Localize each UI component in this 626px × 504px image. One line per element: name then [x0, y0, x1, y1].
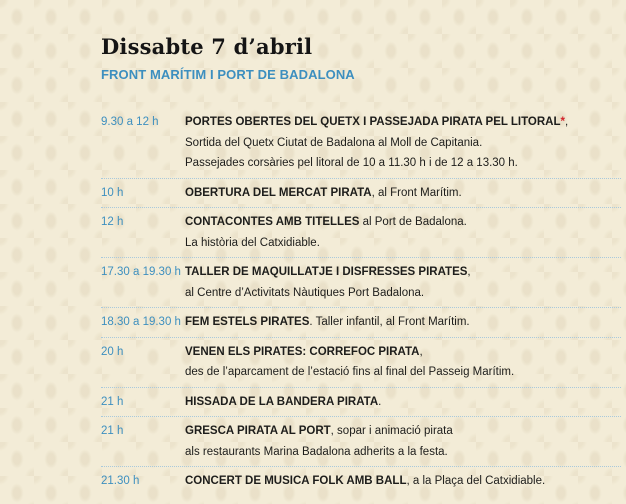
entry-title: OBERTURA DEL MERCAT PIRATA [185, 186, 372, 199]
entry-title: TALLER DE MAQUILLATJE I DISFRESSES PIRATES [185, 266, 468, 278]
entry-rest: , [419, 345, 423, 358]
schedule-entry [101, 112, 621, 174]
entry-heading-line [185, 421, 621, 442]
entry-rest: , a la Plaça del Catxidiable. [406, 475, 546, 487]
entry-description [185, 183, 621, 204]
entry-time: 12 h [101, 216, 124, 228]
schedule-entry [101, 183, 621, 204]
entry-rest: , [565, 116, 569, 128]
entry-time: 9.30 a 12 h [101, 116, 159, 128]
entry-description [185, 421, 621, 462]
schedule-entry [101, 421, 621, 462]
entry-detail-line: al Centre d’Activitats Nàutiques Port Badalona. [185, 286, 425, 299]
schedule-entry [101, 212, 621, 253]
dotted-divider [101, 257, 621, 258]
entry-heading-line [185, 212, 621, 233]
entry-time: 17.30 a 19.30 h [101, 266, 181, 278]
entry-description [185, 342, 621, 383]
entry-time: 21.30 h [101, 475, 140, 487]
entry-description [185, 312, 621, 333]
schedule-entry [101, 262, 621, 303]
dotted-divider [101, 337, 621, 338]
entry-detail-line: des de l’aparcament de l’estació fins al final del Passeig Marítim. [185, 366, 515, 378]
schedule-entry [101, 471, 621, 492]
entry-title: FEM ESTELS PIRATES [185, 316, 310, 328]
dotted-divider [101, 178, 621, 179]
dotted-divider [101, 466, 621, 467]
entry-description [185, 471, 621, 492]
schedule-entry [101, 342, 621, 383]
page-title: Dissabte 7 d’abril [101, 34, 313, 59]
entry-rest: . Taller infantil, al Front Marítim. [309, 316, 470, 328]
entry-description [185, 212, 621, 253]
entry-heading-line [185, 112, 621, 133]
entry-heading-line [185, 312, 621, 333]
entry-title: PORTES OBERTES DEL QUETX I PASSEJADA PIRATA PEL LITORAL [185, 116, 561, 128]
entry-detail-line: als restaurants Marina Badalona adherits a la festa. [185, 445, 448, 458]
entry-time: 20 h [101, 345, 124, 358]
entry-description [185, 262, 621, 303]
entry-title: GRESCA PIRATA AL PORT [185, 425, 331, 437]
entry-heading-line [185, 342, 621, 363]
schedule-entry [101, 312, 621, 333]
entry-heading-line [185, 183, 621, 204]
schedule-entry [101, 392, 621, 413]
entry-rest: . [378, 395, 382, 408]
entry-title: HISSADA DE LA BANDERA PIRATA [185, 395, 379, 408]
entry-rest: , sopar i animació pirata [330, 425, 453, 437]
entry-time: 10 h [101, 186, 124, 199]
entry-heading-line [185, 471, 621, 492]
asterisk-mark: * [560, 116, 565, 128]
dotted-divider [101, 416, 621, 417]
entry-detail-line: La història del Catxidiable. [185, 236, 320, 249]
entry-heading-line [185, 262, 621, 283]
entry-detail-line: Sortida del Quetx Ciutat de Badalona al Moll de Capitania. [185, 136, 483, 149]
entry-rest: , al Front Marítim. [371, 186, 462, 199]
entry-title: VENEN ELS PIRATES: CORREFOC PIRATA [185, 345, 420, 358]
dotted-divider [101, 307, 621, 308]
dotted-divider [101, 207, 621, 208]
schedule-list [101, 112, 621, 492]
entry-title: CONCERT DE MUSICA FOLK AMB BALL [185, 475, 407, 487]
dotted-divider [101, 387, 621, 388]
page-subtitle: FRONT MARÍTIM I PORT DE BADALONA [101, 67, 355, 82]
entry-heading-line [185, 392, 621, 413]
entry-rest: al Port de Badalona. [359, 216, 467, 228]
entry-time: 21 h [101, 395, 124, 408]
entry-detail-line: Passejades corsàries pel litoral de 10 a 11.30 h i de 12 a 13.30 h. [185, 157, 518, 169]
entry-title: CONTACONTES AMB TITELLES [185, 216, 360, 228]
entry-rest: , [467, 266, 471, 278]
entry-description [185, 112, 621, 174]
entry-time: 18.30 a 19.30 h [101, 316, 181, 328]
entry-time: 21 h [101, 425, 124, 437]
entry-description [185, 392, 621, 413]
